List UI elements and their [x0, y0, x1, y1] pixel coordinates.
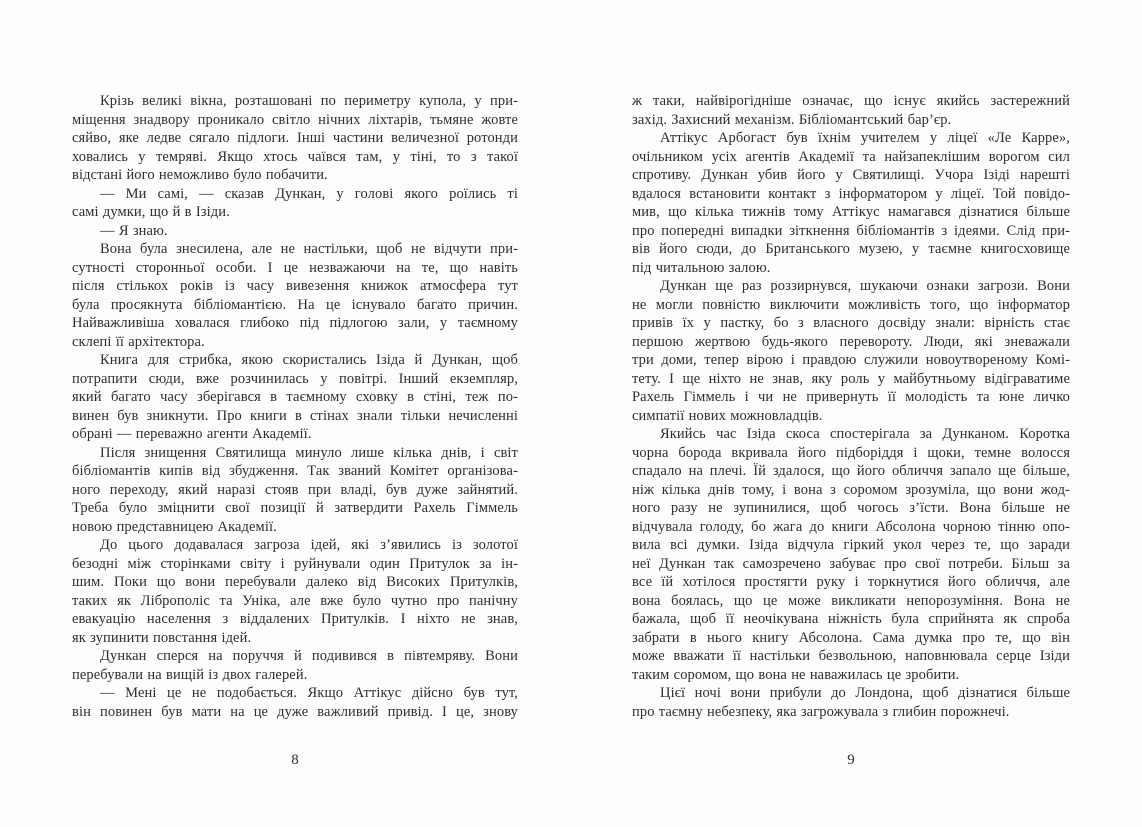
text-line: сяйво, яке ледве сягало підлоги. Інші частини величезної ротонди [72, 130, 518, 146]
text-line: перебували на вищій із двох галерей. [72, 666, 308, 683]
text-line: винен був зникнути. Про книги в стінах знали тільки нечисленні [72, 407, 518, 424]
text-line: не могли повністю виключити можливість того, що інформатор [632, 296, 1070, 313]
text-line: Вона була знесилена, але не настільки, щоб не відчути при- [100, 241, 518, 257]
text-line: про попередні випадки зіткнення бібліомантів з ідеями. Слід при- [632, 222, 1070, 239]
text-line: Треба було зміцнити свої позиції й затвердити Рахель Гіммель [72, 500, 518, 516]
text-line: Цієї ночі вони прибули до Лондона, щоб дізнатися більше [660, 685, 1070, 701]
text-line: таким соромом, що вона не наважилась це зробити. [632, 666, 960, 683]
text-line: три доми, тепер вірою і правдою служили новоутвореному Комі- [632, 352, 1070, 368]
text-line: неї Дункан так самозречено забуває про свої потреби. Більш за [632, 555, 1070, 572]
text-line: потрапити сюди, вже розчинилась у повітрі. Інший екземпляр, [72, 370, 518, 387]
text-line: спротиву. Дункан убив його у Святилищі. Учора Ізіді нарешті [632, 167, 1070, 183]
text-line: новою представницею Академії. [72, 518, 277, 535]
text-line: забрати в нього книгу Абсолона. Сама думка про те, що він [632, 629, 1070, 646]
text-line: самі думки, що й в Ізіди. [72, 204, 230, 220]
text-line: захід. Захисний механізм. Бібліомантський бар’єр. [632, 111, 952, 128]
text-line: тету. І ще ніхто не знав, яку роль у майбутньому відіграватиме [632, 370, 1070, 387]
page-left-text [72, 92, 518, 721]
text-line: симпатії нових можновладців. [632, 407, 823, 424]
text-line: відстані його неможливо було побачити. [72, 167, 328, 183]
text-line: міщення знадвору проникало світло нічних ліхтарів, тьмяне жовте [72, 111, 518, 128]
text-line: Аттікус Арбогаст був їхнім учителем у ліцеї «Ле Карре», [660, 130, 1070, 146]
text-line: Найважливіша ховалася глибоко під підлогою зали, у таємному [72, 315, 518, 331]
text-line: евакуацію населення з віддалених Притулків. І ніхто не знав, [72, 611, 518, 627]
text-line: До цього додавалася загроза ідей, які з’явились із золотої [100, 537, 518, 553]
text-line: склепі її архітектора. [72, 333, 205, 350]
text-line: вила всі думки. Ізіда відчула гіркий укол через те, що заради [632, 537, 1070, 553]
text-line: першою жертвою будь-якого перевороту. Люди, які зневажали [632, 333, 1070, 350]
text-line: все їй хотілося простягти руку і торкнутися його обличчя, але [632, 574, 1070, 590]
text-line: ного разу не зупинилися, щоб чогось з’їсти. Вона більше не [632, 500, 1070, 516]
text-line: під читальною залою. [632, 259, 771, 276]
text-line: — Ми самі, — сказав Дункан, у голові якого роїлись ті [100, 185, 518, 202]
text-line: — Мені це не подобається. Якщо Аттікус дійсно був тут, [100, 685, 518, 701]
text-line: — Я знаю. [100, 222, 168, 239]
text-line: обрані — переважно агенти Академії. [72, 426, 312, 442]
text-line: ного переходу, який наразі стояв при владі, був дуже зайнятий. [72, 481, 518, 498]
text-line: спадало на плечі. Їй здалося, що його обличчя запало ще більше, [632, 463, 1070, 479]
text-line: Якийсь час Ізіда скоса спостерігала за Дунканом. Коротка [660, 426, 1070, 442]
page-right-text [632, 92, 1070, 721]
page-number-left: 8 [291, 752, 299, 768]
text-line: вона боялась, що це може викликати непорозуміння. Вона не [632, 592, 1070, 609]
text-line: як зупинити повстання ідей. [72, 629, 252, 646]
text-line: Книга для стрибка, якою скористались Ізіда й Дункан, щоб [100, 352, 518, 368]
text-line: ховались у темряві. Якщо хтось чаївся там, у тіні, то з такої [72, 148, 518, 165]
text-line: була просякнута бібліомантією. На це існувало багато причин. [72, 296, 518, 313]
text-line: Дункан ще раз роззирнувся, шукаючи ознаки загрози. Вони [660, 278, 1070, 294]
text-line: вів його сюди, до Британського музею, у таємне книгосховище [632, 241, 1070, 257]
text-line: вдалося встановити контакт з інформатором у ліцеї. Той повідо- [632, 185, 1070, 202]
text-line: бажала, щоб її неочікувана ніжність була сприйнята як спроба [632, 611, 1070, 627]
text-line: таких як Ліброполіс та Уніка, але вже було чутно про панічну [72, 592, 518, 609]
text-line: Рахель Гіммель і чи не привернуть її молодість та юне личко [632, 389, 1070, 405]
text-line: Дункан сперся на поруччя й подивився в півтемряву. Вони [100, 648, 518, 664]
text-line: очільником усіх агентів Академії та найзапеклішим ворогом сил [632, 148, 1070, 165]
text-line: ніж кілька днів тому, і вона з соромом зрозуміла, що вони жод- [632, 481, 1070, 498]
text-line: шим. Поки що вони перебували далеко від Високих Притулків, [72, 574, 518, 590]
text-line: після стількох років із часу вивезення книжок атмосфера тут [72, 278, 518, 294]
text-line: ж таки, найвірогідніше означає, що існує якийсь застережний [632, 93, 1070, 109]
text-line: Після знищення Святилища минуло лише кілька днів, і світ [100, 444, 518, 461]
text-line: мив, що кілька тижнів тому Аттікус намагався дізнатися більше [632, 204, 1070, 220]
text-line: сутності сторонньої особи. І це незважаючи на те, що навіть [72, 259, 518, 276]
text-line: відчувала голоду, бо жага до книги Абсолона чорною тінню опо- [632, 518, 1070, 535]
text-line: який багато часу зберігався в таємному сховку в стіні, теж по- [72, 389, 518, 405]
text-line: він повинен був мати на це дуже важливий привід. І це, знову [72, 703, 518, 720]
text-line: бібліомантів кипів від збудження. Так званий Комітет організова- [72, 463, 518, 479]
text-line: Крізь великі вікна, розташовані по периметру купола, у при- [100, 93, 518, 109]
text-line: безодні між сторінками світу і руйнували один Притулок за ін- [72, 555, 518, 572]
text-line: привів їх у пастку, бо з власного досвіду знали: вірність стає [632, 315, 1070, 331]
text-line: чорна борода вкривала його підборіддя і щоки, темне волосся [632, 444, 1070, 461]
page-number-right: 9 [847, 752, 855, 768]
text-line: може вважати її настільки безвольною, наповнювала серце Ізіди [632, 648, 1070, 664]
text-line: про таємну небезпеку, яка загрожувала з глибин порожнечі. [632, 703, 1010, 720]
